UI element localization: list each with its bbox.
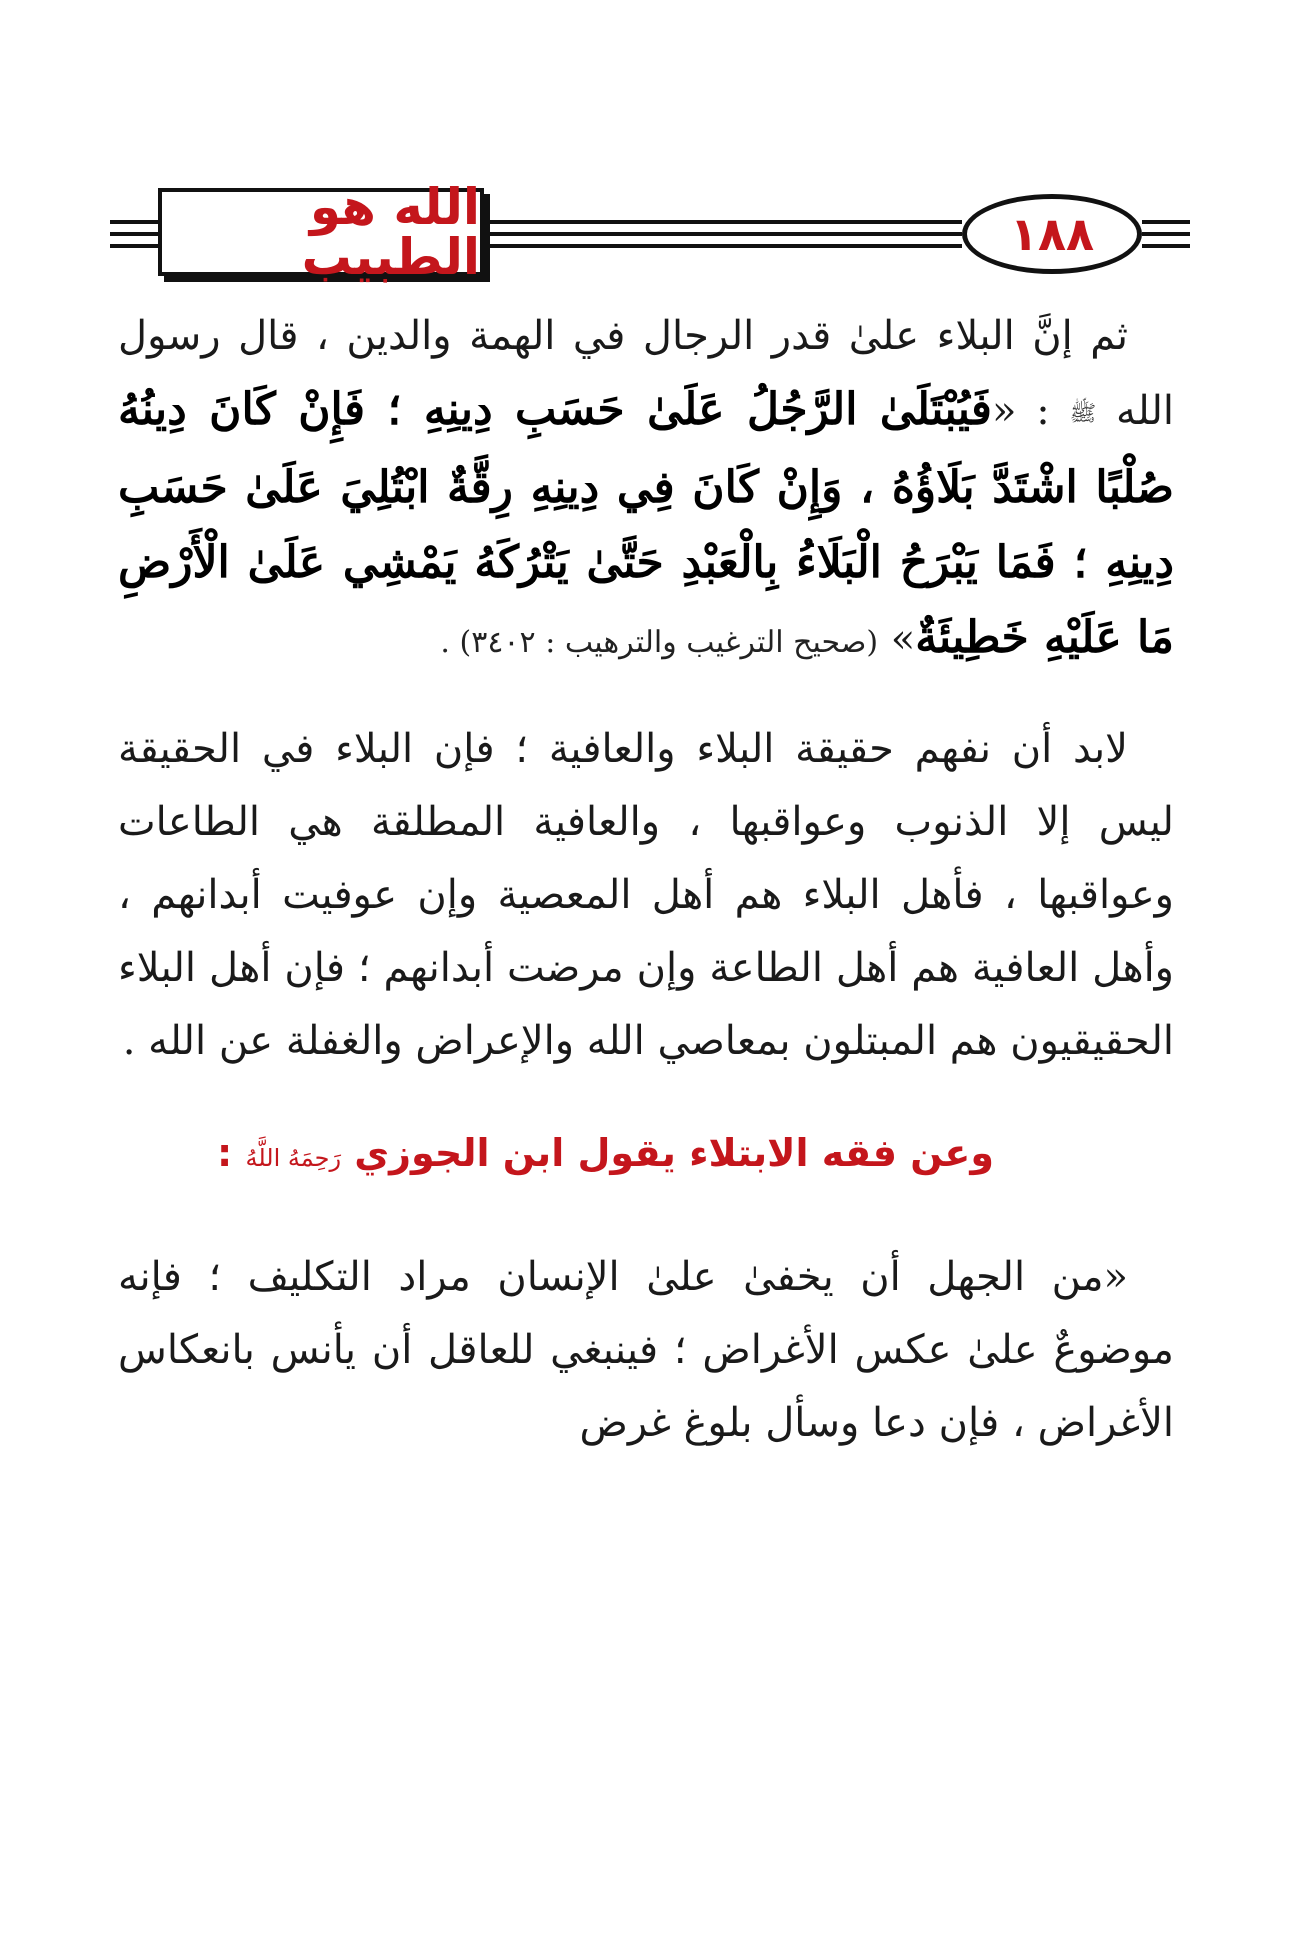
rahimahullah-honorific: رَحِمَهُ اللَّهُ [245, 1143, 342, 1172]
header-rule [1142, 232, 1190, 236]
header-rule [110, 244, 158, 248]
header-rule [110, 220, 158, 224]
header-rule [490, 232, 962, 236]
header-rule [490, 244, 962, 248]
page-header [110, 180, 1190, 290]
quote-open: : « [991, 388, 1070, 434]
page-number-badge [962, 194, 1142, 274]
header-rule [1142, 220, 1190, 224]
book-title: الله هو الطبيب [301, 178, 480, 286]
paragraph-hadith [118, 300, 1174, 679]
hadith-text: فَيُبْتَلَىٰ الرَّجُلُ عَلَىٰ حَسَبِ دِينِهِ ؛ فَإِنْ كَانَ دِينُهُ صُلْبًا اشْتَدَّ بَلَاؤُهُ ، وَإِنْ كَانَ فِي دِينِهِ رِقَّةٌ ابْتُلِيَ عَلَىٰ حَسَبِ دِينِهِ ؛ فَمَا يَبْرَحُ الْبَلَاءُ بِالْعَبْدِ حَتَّىٰ يَتْرُكَهُ يَمْشِي عَلَىٰ الْأَرْضِ مَا عَلَيْهِ خَطِيئَةٌ [118, 384, 1174, 663]
intro-text: ثم إنَّ البلاء علىٰ قدر الرجال في الهمة والدين ، قال رسول الله [118, 313, 1174, 434]
section-subheading [118, 1118, 1174, 1193]
header-rule [490, 220, 962, 224]
paragraph-ibn-jawzi-quote: «من الجهل أن يخفىٰ علىٰ الإنسان مراد التكليف ؛ فإنه موضوعٌ علىٰ عكس الأغراض ؛ فينبغي للعاقل أن يأنس بانعكاس الأغراض ، فإن دعا وسأل بلوغ غرض [118, 1253, 1174, 1446]
book-title-box [158, 178, 484, 286]
quote-close: » [878, 615, 916, 662]
salawat-honorific: ﷺ [1069, 401, 1097, 427]
subheading-colon: : [217, 1130, 246, 1175]
subheading-text: وعن فقه الابتلاء يقول ابن الجوزي [354, 1130, 994, 1175]
header-rule [110, 232, 158, 236]
hadith-source: (صحيح الترغيب والترهيب : ٣٤٠٢) . [440, 624, 879, 660]
page-body [118, 300, 1174, 1460]
paragraph-affliction: لابد أن نفهم حقيقة البلاء والعافية ؛ فإن البلاء في الحقيقة ليس إلا الذنوب وعواقبها ، والعافية المطلقة هي الطاعات وعواقبها ، فأهل البلاء هم أهل المعصية وإن عوفيت أبدانهم ، وأهل العافية هم أهل الطاعة وإن مرضت أبدانهم ؛ فإن أهل البلاء الحقيقيون هم المبتلون بمعاصي الله والإعراض والغفلة عن الله . [118, 725, 1174, 1064]
header-rule [1142, 244, 1190, 248]
page-number: ١٨٨ [1009, 207, 1095, 261]
